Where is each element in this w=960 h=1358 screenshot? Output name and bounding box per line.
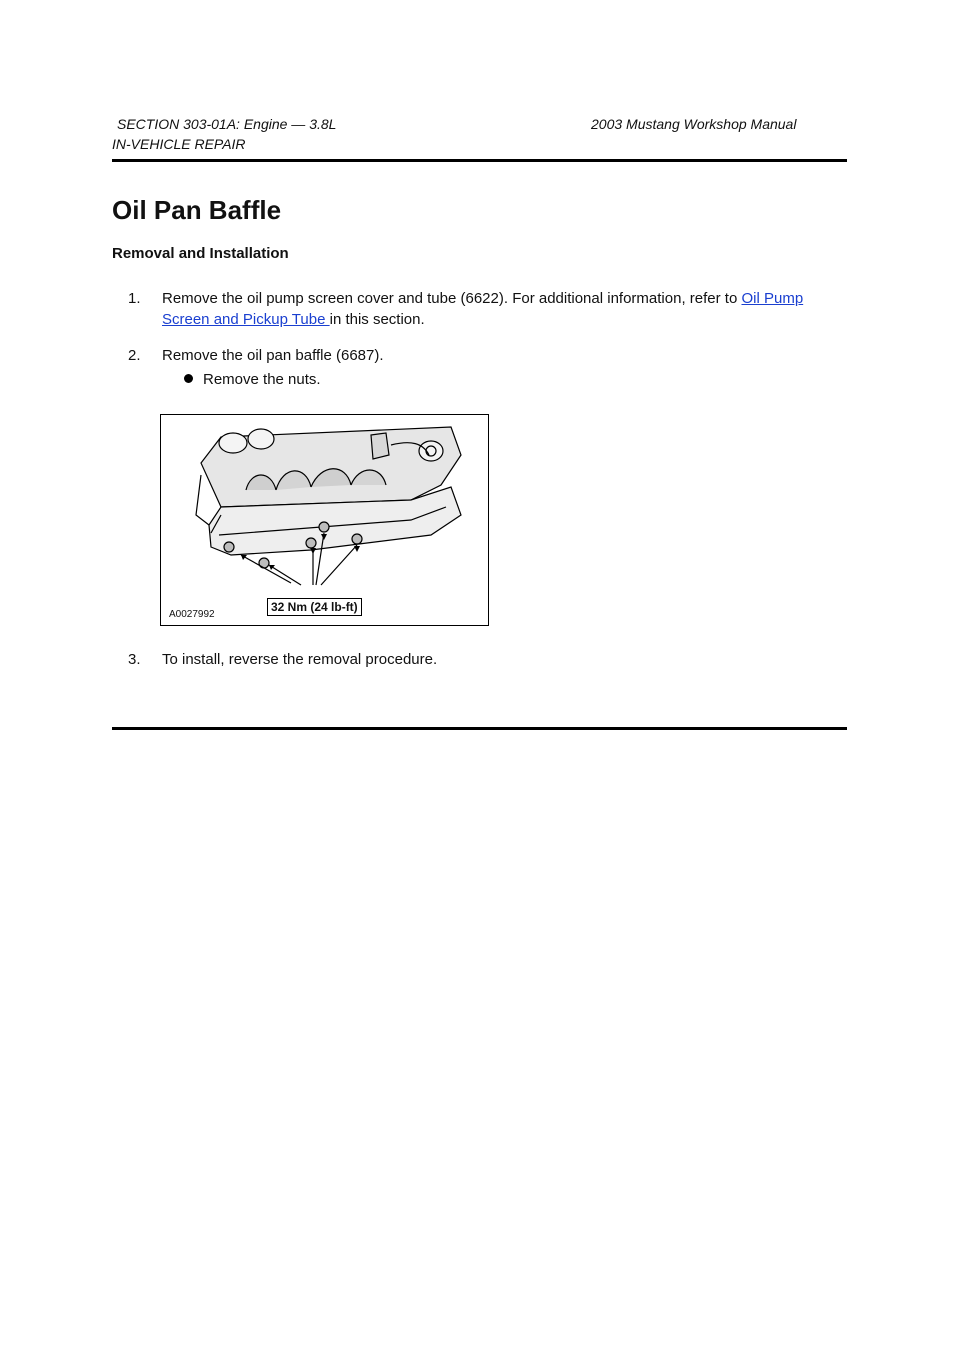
bullet-text: Remove the nuts. [203, 371, 321, 388]
header-section: SECTION 303-01A: Engine — 3.8L [117, 116, 337, 132]
header-subsection: IN-VEHICLE REPAIR [112, 136, 246, 152]
step-number: 1. [128, 290, 141, 307]
header-manual-title: 2003 Mustang Workshop Manual [591, 116, 797, 132]
figure-id: A0027992 [169, 609, 215, 620]
procedure-subtitle: Removal and Installation [112, 245, 289, 262]
header-rule [112, 159, 847, 162]
oil-pan-baffle-drawing [161, 415, 488, 625]
step-text: To install, reverse the removal procedure. [162, 651, 438, 668]
step-number: 2. [128, 347, 141, 364]
oil-pump-screen-link[interactable]: Oil Pump Screen and Pickup Tube [162, 290, 804, 328]
step-number: 3. [128, 651, 141, 668]
step-text-after: in this section. [329, 311, 425, 328]
torque-callout: 32 Nm (24 lb-ft) [267, 598, 362, 616]
bullet-icon [184, 374, 193, 383]
step-text: Remove the oil pan baffle (6687). [162, 347, 384, 364]
step-text [162, 288, 812, 330]
step-text-before: Remove the oil pump screen cover and tube (6622). For additional information, refer to [162, 290, 742, 307]
bullet-item [184, 369, 321, 390]
footer-rule [112, 727, 847, 730]
engine-illustration [160, 414, 489, 626]
page-title: Oil Pan Baffle [112, 195, 282, 225]
